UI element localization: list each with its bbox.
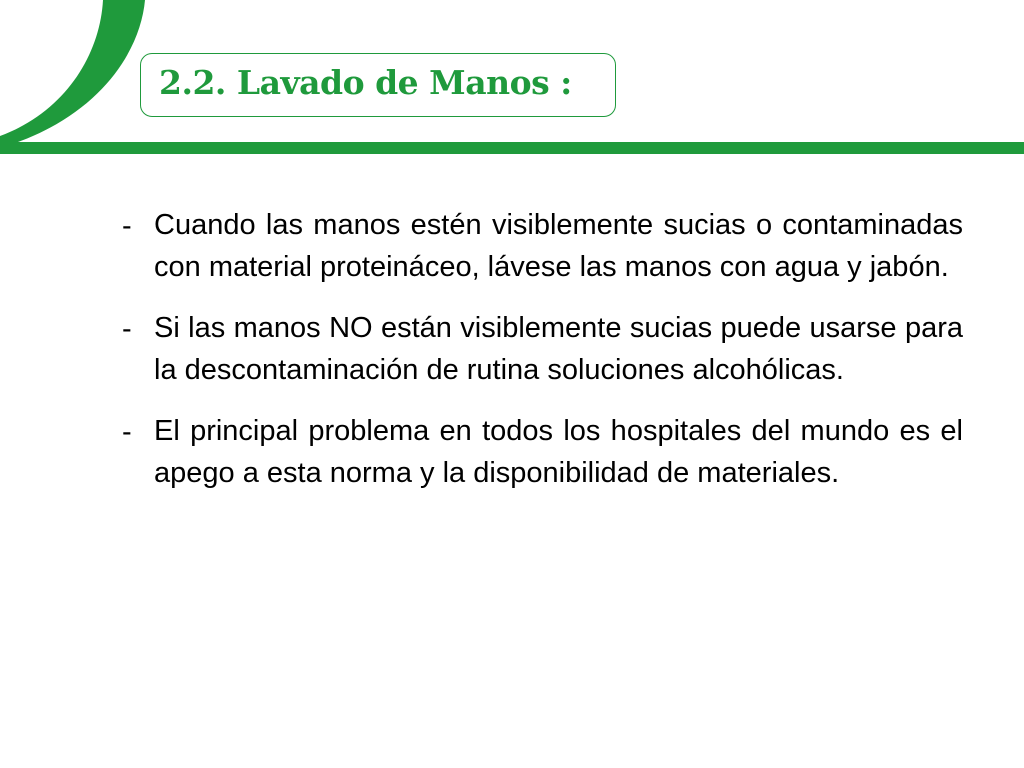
- bullet-text: Si las manos NO están visiblemente sucias puede usarse para la descontaminación de rutina soluciones alcohólicas.: [154, 312, 963, 386]
- bullet-item: [118, 411, 963, 494]
- bullet-text: El principal problema en todos los hospitales del mundo es el apego a esta norma y la disponibilidad de materiales.: [154, 415, 963, 489]
- bullet-text: Cuando las manos estén visiblemente sucias o contaminadas con material proteináceo, lávese las manos con agua y jabón.: [154, 209, 963, 283]
- slide-title: 2.2. Lavado de Manos :: [159, 63, 572, 102]
- bullet-list: [118, 205, 963, 514]
- header-divider-bar: [0, 142, 1024, 154]
- bullet-item: [118, 308, 963, 391]
- title-box: [140, 53, 616, 117]
- bullet-marker: -: [122, 210, 132, 242]
- bullet-item: [118, 205, 963, 288]
- bullet-marker: -: [122, 313, 132, 345]
- bullet-marker: -: [122, 416, 132, 448]
- swoosh-shape: [0, 0, 145, 148]
